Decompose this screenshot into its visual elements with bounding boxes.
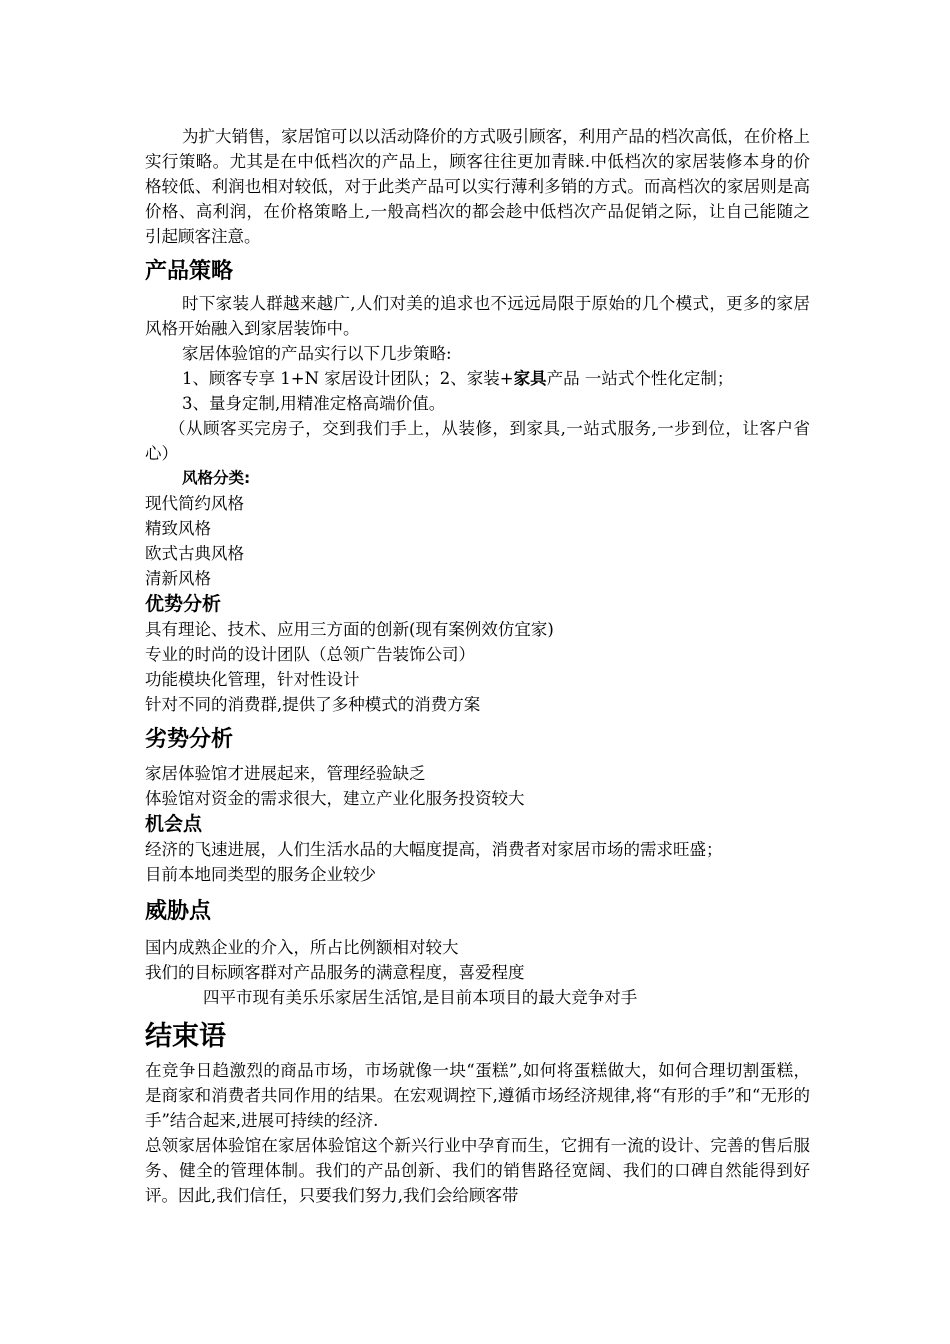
strength-item: 针对不同的消费群,提供了多种模式的消费方案 xyxy=(145,695,481,714)
threat-item: 四平市现有美乐乐家居生活馆,是目前本项目的最大竞争对手 xyxy=(203,988,638,1007)
conclusion-heading: 结束语 xyxy=(145,1021,226,1052)
weaknesses-heading: 劣势分析 xyxy=(145,727,234,752)
opportunity-item: 经济的飞速进展，人们生活水品的大幅度提高，消费者对家居市场的需求旺盛； xyxy=(145,840,723,859)
styles-heading: 风格分类: xyxy=(182,469,251,487)
threat-item: 国内成熟企业的介入，所占比例额相对较大 xyxy=(145,938,459,957)
conclusion-paragraph-1: 在竞争日趋激烈的商品市场，市场就像一块“蛋糕”,如何将蛋糕做大，如何合理切割蛋糕，是商家和消费者共同作用的结果。在宏观调控下,遵循市场经济规律,将“有形的手”和“无形的手”结合起来,进展可持续的经济. xyxy=(145,1061,810,1130)
document-page xyxy=(145,124,810,1208)
strategy-1-text: 1、顾客专享 1+N 家居设计团队；2、家装+ xyxy=(182,369,514,388)
strength-item: 具有理论、技术、应用三方面的创新(现有案例效仿宜家) xyxy=(145,620,554,639)
product-strategy-item-1 xyxy=(145,366,810,391)
product-note: （从顾客买完房子，交到我们手上，从装修，到家具,一站式服务,一步到位，让客户省心） xyxy=(145,419,810,463)
product-strategy-lead: 家居体验馆的产品实行以下几步策略: xyxy=(182,344,452,363)
style-item: 欧式古典风格 xyxy=(145,544,244,563)
conclusion-paragraph-2: 总领家居体验馆在家居体验馆这个新兴行业中孕育而生，它拥有一流的设计、完善的售后服务、健全的管理体制。我们的产品创新、我们的销售路径宽阔、我们的口碑自然能得到好评。因此,我们信任，只要我们努力,我们会给顾客带 xyxy=(145,1136,810,1205)
opportunity-item: 目前本地同类型的服务企业较少 xyxy=(145,865,376,884)
threat-item: 我们的目标顾客群对产品服务的满意程度，喜爱程度 xyxy=(145,963,525,982)
product-strategy-heading: 产品策略 xyxy=(145,259,234,284)
threats-heading: 威胁点 xyxy=(145,899,212,924)
strategy-1-bold-word: 家具 xyxy=(513,369,547,388)
strength-item: 专业的时尚的设计团队（总领广告装饰公司） xyxy=(145,645,475,664)
pricing-paragraph: 为扩大销售，家居馆可以以活动降价的方式吸引顾客，利用产品的档次高低，在价格上实行策略。尤其是在中低档次的产品上，顾客往往更加青睐.中低档次的家居装修本身的价格较低、利润也相对较低，对于此类产品可以实行薄利多销的方式。而高档次的家居则是高价格、高利润，在价格策略上,一般高档次的都会趁中低档次产品促销之际，让自己能随之引起顾客注意。 xyxy=(145,127,810,246)
strength-item: 功能模块化管理，针对性设计 xyxy=(145,670,360,689)
strategy-1-text-end: 产品 一站式个性化定制； xyxy=(546,369,734,388)
style-item: 精致风格 xyxy=(145,519,211,538)
product-intro: 时下家装人群越来越广,人们对美的追求也不远远局限于原始的几个模式，更多的家居风格开始融入到家居装饰中。 xyxy=(145,294,810,338)
weakness-item: 家居体验馆才进展起来，管理经验缺乏 xyxy=(145,764,426,783)
style-item: 清新风格 xyxy=(145,569,211,588)
style-item: 现代简约风格 xyxy=(145,494,244,513)
opportunities-heading: 机会点 xyxy=(145,813,203,835)
strengths-heading: 优势分析 xyxy=(145,593,222,615)
weakness-item: 体验馆对资金的需求很大，建立产业化服务投资较大 xyxy=(145,789,525,808)
product-strategy-item-2: 3、量身定制,用精准定格高端价值。 xyxy=(182,394,446,413)
